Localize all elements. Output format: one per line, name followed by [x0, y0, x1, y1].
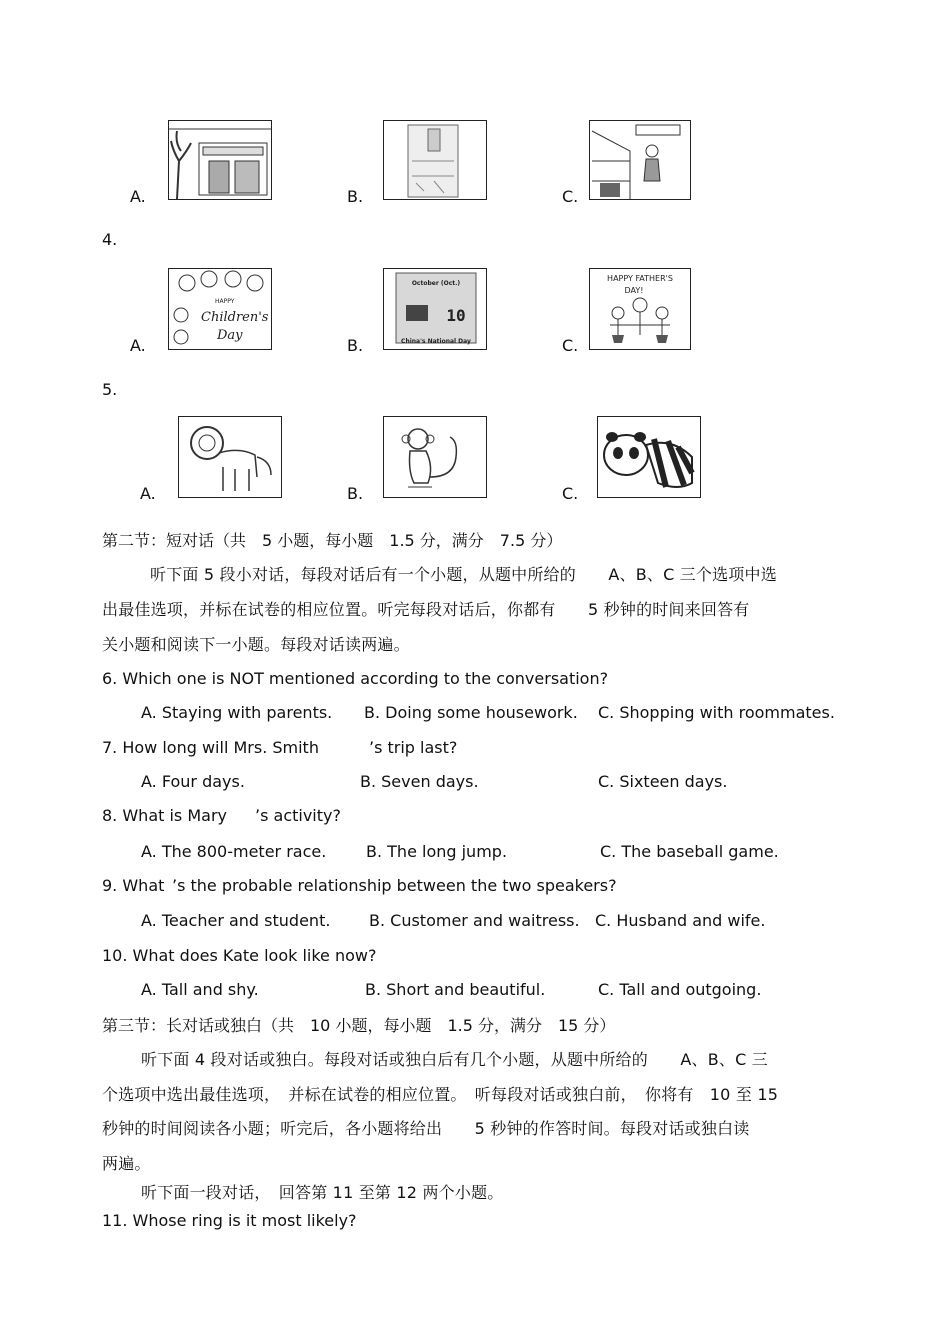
section2-instruction-line2: 出最佳选项，并标在试卷的相应位置。听完每段对话后，你都有 5 秒钟的时间来回答有 — [102, 600, 750, 619]
q5-pic-c-panda-image — [597, 416, 701, 498]
q5-pic-a-lion-image — [178, 416, 282, 498]
q4-pic-a-childrens-day-image — [168, 268, 272, 350]
section2-instruction-line3: 关小题和阅读下一小题。每段对话读两遍。 — [102, 635, 410, 654]
q10-option-a[interactable]: A. Tall and shy. — [141, 980, 259, 999]
q8-stem-part1: 8. What is Mary — [102, 806, 227, 825]
q3-option-c-label: C. — [562, 187, 579, 206]
q4-pic-c-fathers-day-image — [589, 268, 691, 350]
section3-instruction-line2: 个选项中选出最佳选项， 并标在试卷的相应位置。 听每段对话或独白前， 你将有 10 至 15 — [102, 1085, 779, 1104]
section3-heading: 第三节：长对话或独白（共 10 小题，每小题 1.5 分，满分 15 分） — [102, 1016, 616, 1035]
q9-stem-part2: ’s the probable relationship between the two speakers? — [172, 876, 617, 895]
q3-option-b-label: B. — [347, 187, 364, 206]
q6-option-a[interactable]: A. Staying with parents. — [141, 703, 333, 722]
q8-stem-part2: ’s activity? — [255, 806, 341, 825]
section3-sub-instruction: 听下面一段对话， 回答第 11 至第 12 两个小题。 — [141, 1183, 504, 1202]
section3-instruction-line3: 秒钟的时间阅读各小题；听完后，各小题将给出 5 秒钟的作答时间。每段对话或独白读 — [102, 1119, 750, 1138]
q11-stem: 11. Whose ring is it most likely? — [102, 1211, 357, 1230]
q6-option-c[interactable]: C. Shopping with roommates. — [598, 703, 835, 722]
q7-stem-part2: ’s trip last? — [369, 738, 458, 757]
q9-option-b[interactable]: B. Customer and waitress. — [369, 911, 580, 930]
q4-option-b-label: B. — [347, 336, 364, 355]
q4-pic-b-caption-text: China's National Day — [401, 338, 471, 345]
q8-option-c[interactable]: C. The baseball game. — [600, 842, 779, 861]
q9-stem-part1: 9. What — [102, 876, 165, 895]
q3-pic-a-bookstore-image — [168, 120, 272, 200]
q8-option-a[interactable]: A. The 800-meter race. — [141, 842, 327, 861]
q7-stem-part1: 7. How long will Mrs. Smith — [102, 738, 319, 757]
q10-stem: 10. What does Kate look like now? — [102, 946, 377, 965]
q9-option-a[interactable]: A. Teacher and student. — [141, 911, 331, 930]
q5-option-b-label: B. — [347, 484, 364, 503]
q10-option-b[interactable]: B. Short and beautiful. — [365, 980, 546, 999]
q5-option-a-label: A. — [140, 484, 156, 503]
q6-stem: 6. Which one is NOT mentioned according to the conversation? — [102, 669, 609, 688]
q4-number: 4. — [102, 230, 118, 249]
q4-pic-c-day-text: DAY! — [624, 286, 644, 295]
section2-instruction-line1: 听下面 5 段小对话，每段对话后有一个小题，从题中所给的 A、B、C 三个选项中选 — [150, 565, 777, 584]
q8-option-b[interactable]: B. The long jump. — [366, 842, 508, 861]
q3-pic-b-building-image — [383, 120, 487, 200]
q7-option-c[interactable]: C. Sixteen days. — [598, 772, 728, 791]
section3-instruction-line4: 两遍。 — [102, 1154, 151, 1173]
q7-option-b[interactable]: B. Seven days. — [360, 772, 479, 791]
q4-pic-a-happy-text: HAPPY — [215, 298, 235, 305]
q5-option-c-label: C. — [562, 484, 579, 503]
q9-option-c[interactable]: C. Husband and wife. — [595, 911, 766, 930]
q7-option-a[interactable]: A. Four days. — [141, 772, 245, 791]
q6-option-b[interactable]: B. Doing some housework. — [364, 703, 578, 722]
q10-option-c[interactable]: C. Tall and outgoing. — [598, 980, 762, 999]
q3-pic-c-shop-image — [589, 120, 691, 200]
q4-option-c-label: C. — [562, 336, 579, 355]
q4-option-a-label: A. — [130, 336, 146, 355]
q4-pic-b-number-text: 10 — [446, 306, 466, 325]
q3-option-a-label: A. — [130, 187, 146, 206]
q4-pic-b-national-day-image — [383, 268, 487, 350]
section3-instruction-line1: 听下面 4 段对话或独白。每段对话或独白后有几个小题，从题中所给的 A、B、C 三 — [141, 1050, 768, 1069]
q4-pic-a-day-text: Day — [217, 328, 243, 343]
q4-pic-c-happy-text: HAPPY FATHER'S — [607, 274, 673, 283]
q5-pic-b-monkey-image — [383, 416, 487, 498]
q4-pic-a-children-text: Children's — [201, 310, 269, 325]
q5-number: 5. — [102, 380, 118, 399]
section2-heading: 第二节：短对话（共 5 小题，每小题 1.5 分，满分 7.5 分） — [102, 531, 563, 550]
q4-pic-b-month-text: October (Oct.) — [411, 280, 461, 287]
